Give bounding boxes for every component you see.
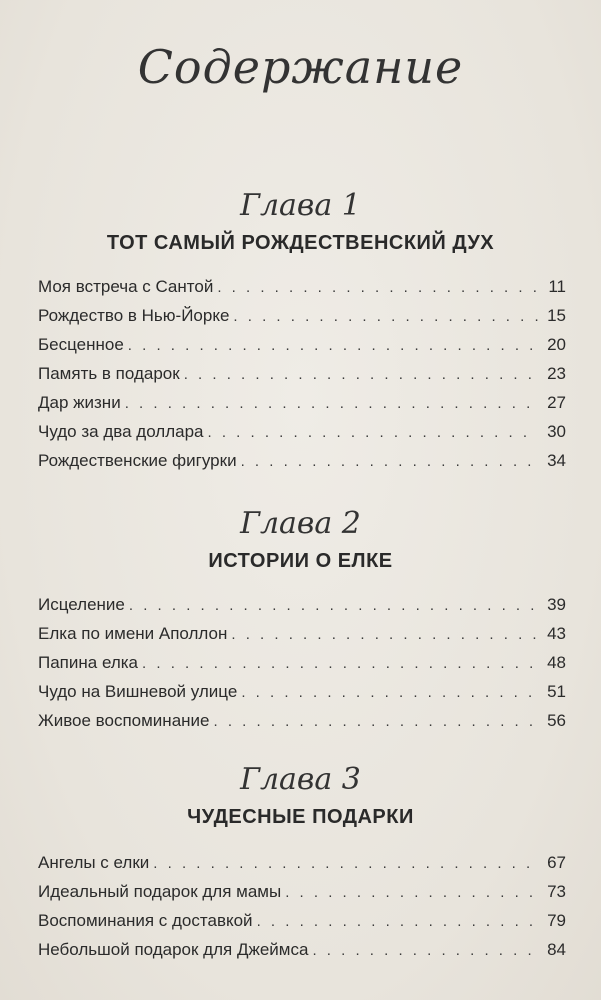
toc-entry[interactable]	[38, 906, 566, 935]
toc-entry[interactable]	[38, 590, 566, 619]
dot-leader	[257, 907, 538, 936]
dot-leader	[128, 331, 538, 360]
chapter-heading	[0, 504, 601, 576]
toc-entry-page: 15	[547, 306, 566, 325]
dot-leader	[233, 302, 538, 331]
toc-entry-page: 56	[547, 711, 566, 730]
toc-entry-page: 79	[547, 911, 566, 930]
toc-entry-title: Елка по имени Аполлон	[38, 624, 228, 643]
dot-leader	[129, 591, 538, 620]
toc-entry-title: Воспоминания с доставкой	[38, 911, 253, 930]
toc-entry-page: 39	[547, 595, 566, 614]
toc-entry-page: 20	[547, 335, 566, 354]
toc-entry-title: Дар жизни	[38, 393, 121, 412]
toc-entry-title: Бесценное	[38, 335, 124, 354]
toc-entry-page: 84	[547, 940, 566, 959]
toc-entry-page: 48	[547, 653, 566, 672]
toc-entry-title: Папина елка	[38, 653, 139, 672]
toc-entry[interactable]	[38, 301, 566, 330]
dot-leader	[231, 620, 538, 649]
chapter-number: Глава 2	[240, 506, 361, 541]
toc-entry[interactable]	[38, 706, 566, 735]
toc-entry[interactable]	[38, 388, 566, 417]
toc-entry-page: 30	[547, 422, 566, 441]
toc-entry-title: Память в подарок	[38, 364, 180, 383]
toc-entry[interactable]	[38, 648, 566, 677]
dot-leader	[153, 849, 538, 878]
toc-entry[interactable]	[38, 848, 566, 877]
toc-list	[38, 272, 566, 475]
toc-entry-page: 11	[548, 277, 566, 296]
toc-entry[interactable]	[38, 359, 566, 388]
toc-entry-page: 27	[547, 393, 566, 412]
toc-entry-title: Небольшой подарок для Джеймса	[38, 940, 309, 959]
toc-entry[interactable]	[38, 935, 566, 964]
toc-entry-page: 34	[547, 451, 566, 470]
toc-list	[38, 590, 566, 735]
toc-entry-page: 73	[547, 882, 566, 901]
chapter-heading	[0, 186, 601, 258]
toc-entry[interactable]	[38, 330, 566, 359]
dot-leader	[285, 878, 538, 907]
toc-entry-page: 23	[547, 364, 566, 383]
chapter-name: ИСТОРИИ О ЕЛКЕ	[208, 550, 393, 572]
toc-entry-title: Чудо на Вишневой улице	[38, 682, 238, 701]
dot-leader	[207, 418, 538, 447]
toc-entry[interactable]	[38, 417, 566, 446]
toc-entry-title: Живое воспоминание	[38, 711, 210, 730]
dot-leader	[312, 936, 538, 965]
dot-leader	[241, 447, 538, 476]
toc-entry-title: Ангелы с елки	[38, 853, 150, 872]
dot-leader	[125, 389, 538, 418]
toc-entry[interactable]	[38, 877, 566, 906]
page-title: Содержание	[137, 40, 464, 94]
toc-entry[interactable]	[38, 272, 566, 301]
chapter-name: ТОТ САМЫЙ РОЖДЕСТВЕНСКИЙ ДУХ	[106, 232, 495, 254]
dot-leader	[241, 678, 538, 707]
toc-entry-page: 43	[547, 624, 566, 643]
toc-entry-title: Рождественские фигурки	[38, 451, 237, 470]
toc-entry-title: Моя встреча с Сантой	[38, 277, 214, 296]
toc-entry-title: Чудо за два доллара	[38, 422, 204, 441]
chapter-name: ЧУДЕСНЫЕ ПОДАРКИ	[187, 806, 414, 828]
toc-entry-title: Идеальный подарок для мамы	[38, 882, 282, 901]
dot-leader	[184, 360, 538, 389]
toc-entry-title: Рождество в Нью-Йорке	[38, 306, 230, 325]
dot-leader	[217, 273, 538, 302]
toc-entry[interactable]	[38, 446, 566, 475]
dot-leader	[214, 707, 539, 736]
chapter-number: Глава 3	[240, 762, 361, 797]
chapter-heading	[0, 760, 601, 832]
toc-list	[38, 848, 566, 964]
toc-entry-title: Исцеление	[38, 595, 125, 614]
toc-entry[interactable]	[38, 619, 566, 648]
toc-entry-page: 51	[547, 682, 566, 701]
chapter-number: Глава 1	[240, 188, 361, 223]
toc-entry[interactable]	[38, 677, 566, 706]
dot-leader	[142, 649, 538, 678]
toc-entry-page: 67	[547, 853, 566, 872]
